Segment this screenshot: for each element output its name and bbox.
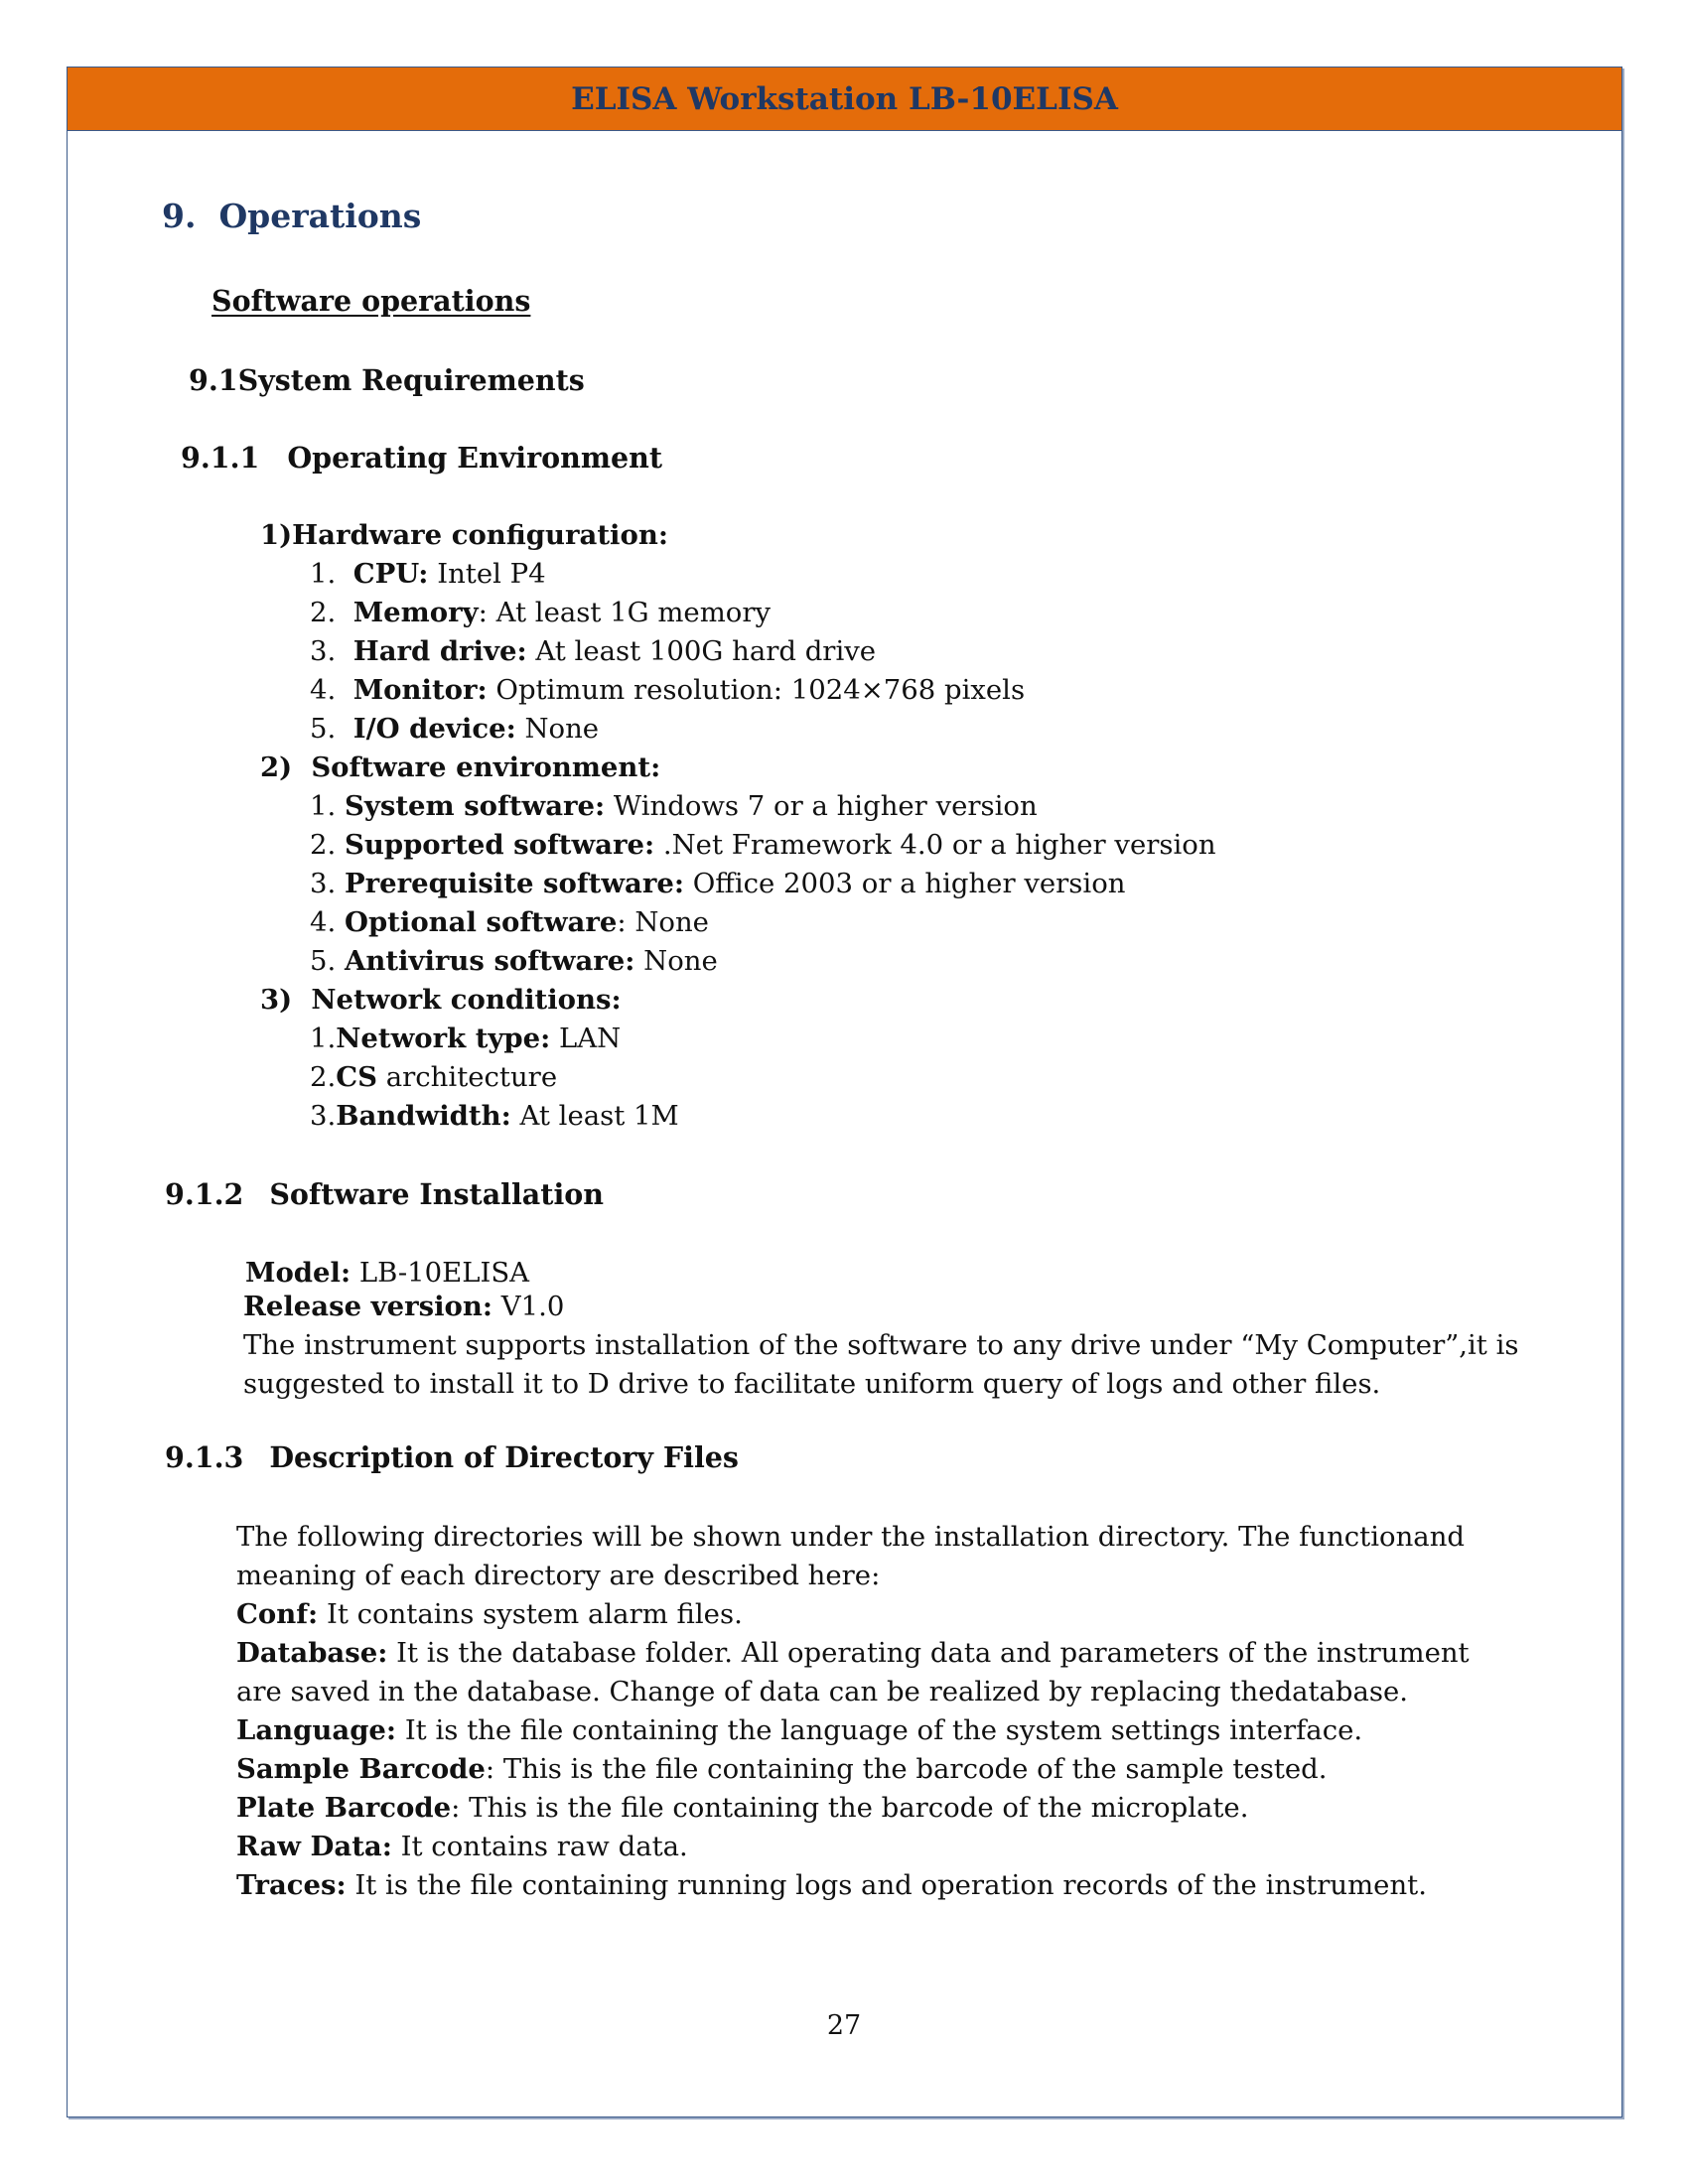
- directory-entry-label: Sample Barcode: [236, 1753, 486, 1785]
- list-item-number: 3.: [310, 635, 337, 667]
- directory-entry: [236, 1596, 743, 1632]
- list-item-number: 3.: [310, 868, 337, 899]
- list-item: [310, 1021, 621, 1056]
- directory-entry-label: Traces:: [236, 1869, 347, 1901]
- heading-9-1-number: 9.1: [189, 363, 238, 397]
- heading-9-1-3-title: Description of Directory Files: [269, 1440, 739, 1474]
- list-item-number: 1.: [310, 1023, 337, 1054]
- release-label: Release version:: [243, 1291, 493, 1322]
- header-banner: [68, 68, 1621, 131]
- directory-intro-line-1: The following directories will be shown under the installation directory. The functionand: [236, 1521, 1466, 1553]
- list-item-label: Monitor:: [352, 674, 488, 706]
- directory-entry-text: : This is the file containing the barcode of the microplate.: [451, 1792, 1249, 1824]
- list-item: [310, 556, 546, 592]
- directory-entry-text: It is the file containing running logs and operation records of the instrument.: [346, 1869, 1427, 1901]
- list-item-value: Office 2003 or a higher version: [684, 868, 1126, 899]
- directory-entry-text: It is the database folder. All operating data and parameters of the instrument: [387, 1637, 1470, 1669]
- software-heading: [260, 750, 660, 785]
- list-item-value: None: [515, 713, 600, 745]
- list-item: [310, 672, 1025, 708]
- list-item-number: 2.: [310, 597, 337, 628]
- list-item-value: None: [634, 945, 718, 977]
- heading-9-1-3: [165, 1439, 739, 1475]
- list-item: [310, 595, 771, 630]
- list-item-value: .Net Framework 4.0 or a higher version: [654, 829, 1216, 861]
- list-item: [310, 788, 1038, 824]
- directory-entry: [236, 1829, 688, 1864]
- directory-intro-line-2: meaning of each directory are described here:: [236, 1560, 881, 1591]
- list-item-label: System software:: [345, 790, 606, 822]
- release-value: V1.0: [492, 1291, 565, 1322]
- directory-entry-label: Raw Data:: [236, 1831, 392, 1862]
- list-item-number: 4.: [310, 906, 337, 938]
- list-item-label: Supported software:: [345, 829, 655, 861]
- list-item: [310, 866, 1125, 901]
- subsection-title: Software operations: [211, 284, 531, 318]
- heading-9-1-1-number: 9.1.1: [181, 441, 260, 475]
- directory-entry-label: Language:: [236, 1714, 397, 1746]
- list-item: [310, 1059, 557, 1095]
- list-item-value: Windows 7 or a higher version: [605, 790, 1038, 822]
- list-item-number: 1.: [310, 558, 337, 590]
- list-item-number: 1.: [310, 790, 337, 822]
- list-item-number: 5.: [310, 713, 337, 745]
- list-item-label: Hard drive:: [352, 635, 527, 667]
- heading-9-1-2-title: Software Installation: [269, 1177, 604, 1211]
- section-title: Operations: [218, 197, 422, 235]
- network-heading: [260, 982, 622, 1018]
- heading-9-1-title: System Requirements: [237, 363, 585, 397]
- list-item: [310, 827, 1216, 863]
- directory-entry-continuation: are saved in the database. Change of data can be realized by replacing thedatabase.: [236, 1676, 1409, 1707]
- directory-entry: [236, 1712, 1362, 1748]
- list-item-value: architecture: [377, 1061, 558, 1093]
- directory-entry-label: Plate Barcode: [236, 1792, 452, 1824]
- model-label: Model:: [245, 1257, 352, 1289]
- install-paragraph-line-1: The instrument supports installation of the software to any drive under “My Computer”,it is: [243, 1329, 1519, 1361]
- list-item-number: 2.: [310, 1061, 337, 1093]
- list-item-label: Network type:: [336, 1023, 551, 1054]
- list-item-number: 3.: [310, 1100, 337, 1132]
- directory-entry-label: Conf:: [236, 1598, 319, 1630]
- list-item-value: At least 1M: [510, 1100, 679, 1132]
- section-heading: [162, 199, 421, 234]
- hardware-heading: [260, 517, 668, 553]
- heading-9-1-3-number: 9.1.3: [165, 1440, 244, 1474]
- list-item: [310, 633, 876, 669]
- heading-9-1-2: [165, 1176, 604, 1212]
- list-item-label: Memory: [352, 597, 479, 628]
- directory-entry: [236, 1867, 1427, 1903]
- heading-9-1-1: [181, 440, 662, 476]
- directory-entry: [236, 1635, 1470, 1671]
- hardware-marker: 1): [260, 519, 293, 551]
- list-item-label: CS: [336, 1061, 377, 1093]
- list-item: [310, 1098, 679, 1134]
- list-item-label: Optional software: [345, 906, 618, 938]
- list-item-number: 2.: [310, 829, 337, 861]
- software-heading-text: Software environment:: [311, 751, 661, 783]
- header-title: ELISA Workstation LB-10ELISA: [571, 80, 1118, 117]
- install-paragraph-line-2: suggested to install it to D drive to facilitate uniform query of logs and other files.: [243, 1368, 1381, 1400]
- list-item-label: I/O device:: [352, 713, 516, 745]
- list-item-value: : None: [617, 906, 709, 938]
- list-item: [310, 904, 709, 940]
- directory-entry-text: : This is the file containing the barcode of the sample tested.: [485, 1753, 1328, 1785]
- list-item-value: LAN: [550, 1023, 622, 1054]
- list-item-label: Antivirus software:: [345, 945, 635, 977]
- list-item-number: 5.: [310, 945, 337, 977]
- directory-entry: [236, 1751, 1328, 1787]
- section-number: 9.: [162, 197, 197, 235]
- directory-entry-text: It contains raw data.: [391, 1831, 688, 1862]
- page-number: 27: [826, 2010, 862, 2041]
- directory-entry-text: It is the file containing the language of the system settings interface.: [396, 1714, 1363, 1746]
- list-item-label: CPU:: [352, 558, 429, 590]
- list-item: [310, 711, 599, 747]
- directory-entry-text: It contains system alarm files.: [318, 1598, 743, 1630]
- heading-9-1-1-title: Operating Environment: [287, 441, 663, 475]
- model-line: [245, 1255, 529, 1291]
- list-item-value: At least 100G hard drive: [526, 635, 877, 667]
- list-item-label: Prerequisite software:: [345, 868, 685, 899]
- directory-entry: [236, 1790, 1248, 1826]
- release-line: [243, 1289, 564, 1324]
- hardware-heading-text: Hardware configuration:: [292, 519, 668, 551]
- list-item: [310, 943, 718, 979]
- list-item-number: 4.: [310, 674, 337, 706]
- network-heading-text: Network conditions:: [311, 984, 622, 1016]
- list-item-label: Bandwidth:: [336, 1100, 511, 1132]
- heading-9-1-2-number: 9.1.2: [165, 1177, 244, 1211]
- software-marker: 2): [260, 751, 293, 783]
- list-item-value: Intel P4: [428, 558, 546, 590]
- directory-entry-label: Database:: [236, 1637, 388, 1669]
- heading-9-1: [189, 362, 585, 398]
- list-item-value: : At least 1G memory: [478, 597, 772, 628]
- network-marker: 3): [260, 984, 293, 1016]
- model-value: LB-10ELISA: [351, 1257, 530, 1289]
- list-item-value: Optimum resolution: 1024×768 pixels: [487, 674, 1026, 706]
